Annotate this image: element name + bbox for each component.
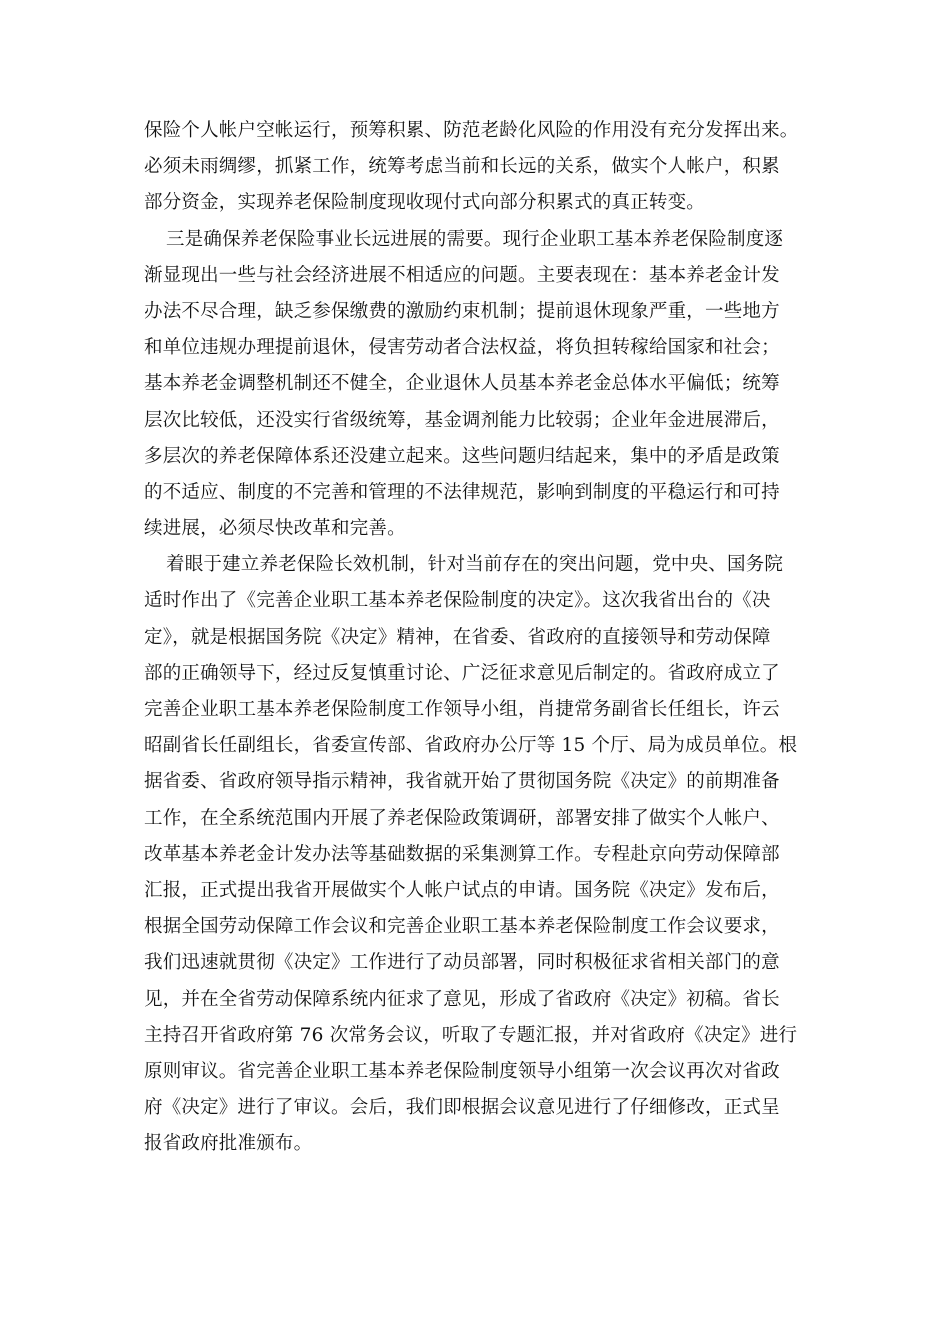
text-line: 部分资金，实现养老保险制度现收现付式向部分积累式的真正转变。 <box>144 192 706 214</box>
text-line: 府《决定》进行了审议。会后，我们即根据会议意见进行了仔细修改，正式呈 <box>144 1097 780 1119</box>
text-line: 保险个人帐户空帐运行，预筹积累、防范老龄化风险的作用没有充分发挥出来。 <box>144 120 799 141</box>
text-line: 渐显现出一些与社会经济进展不相适应的问题。主要表现在：基本养老金计发 <box>144 264 780 286</box>
text-line: 基本养老金调整机制还不健全，企业退休人员基本养老金总体水平偏低；统筹 <box>144 373 780 395</box>
paragraph-first-line: 着眼于建立养老保险长效机制，针对当前存在的突出问题，党中央、国务院 <box>166 554 784 576</box>
text-line: 汇报，正式提出我省开展做实个人帐户试点的申请。国务院《决定》发布后， <box>144 879 780 901</box>
text-line: 据省委、省政府领导指示精神，我省就开始了贯彻国务院《决定》的前期准备 <box>144 771 780 793</box>
text-line: 适时作出了《完善企业职工基本养老保险制度的决定》。这次我省出台的《决 <box>144 590 771 612</box>
text-line: 完善企业职工基本养老保险制度工作领导小组，肖捷常务副省长任组长，许云 <box>144 699 780 720</box>
text-line: 改革基本养老金计发办法等基础数据的采集测算工作。专程赴京向劳动保障部 <box>144 843 780 865</box>
document-page <box>144 113 814 1162</box>
text-line: 我们迅速就贯彻《决定》工作进行了动员部署，同时积极征求省相关部门的意 <box>144 952 780 974</box>
text-line: 昭副省长任副组长，省委宣传部、省政府办公厅等 15 个厅、局为成员单位。根 <box>144 735 798 757</box>
text-line: 主持召开省政府第 76 次常务会议，听取了专题汇报，并对省政府《决定》进行 <box>144 1024 798 1046</box>
text-line: 层次比较低，还没实行省级统筹，基金调剂能力比较弱；企业年金进展滞后， <box>144 409 780 431</box>
text-line: 工作，在全系统范围内开展了养老保险政策调研，部署安排了做实个人帐户、 <box>144 807 780 829</box>
text-line: 报省政府批准颁布。 <box>144 1133 313 1155</box>
text-line: 部的正确领导下，经过反复慎重讨论、广泛征求意见后制定的。省政府成立了 <box>144 662 780 684</box>
text-line: 办法不尽合理，缺乏参保缴费的激励约束机制；提前退休现象严重，一些地方 <box>144 300 780 322</box>
text-line: 原则审议。省完善企业职工基本养老保险制度领导小组第一次会议再次对省政 <box>144 1060 780 1082</box>
text-line: 的不适应、制度的不完善和管理的不法律规范，影响到制度的平稳运行和可持 <box>144 481 780 503</box>
paragraph-first-line: 三是确保养老保险事业长远进展的需要。现行企业职工基本养老保险制度逐 <box>166 228 784 250</box>
text-line: 根据全国劳动保障工作会议和完善企业职工基本养老保险制度工作会议要求， <box>144 916 780 938</box>
text-line: 见，并在全省劳动保障系统内征求了意见，形成了省政府《决定》初稿。省长 <box>144 988 780 1010</box>
text-line: 多层次的养老保障体系还没建立起来。这些问题归结起来，集中的矛盾是政策 <box>144 445 780 467</box>
text-line: 定》，就是根据国务院《决定》精神，在省委、省政府的直接领导和劳动保障 <box>144 626 771 648</box>
text-line: 必须未雨绸缪，抓紧工作，统筹考虑当前和长远的关系，做实个人帐户，积累 <box>144 156 780 178</box>
text-line: 续进展，必须尽快改革和完善。 <box>144 518 406 540</box>
text-line: 和单位违规办理提前退休，侵害劳动者合法权益，将负担转稼给国家和社会； <box>144 337 780 359</box>
